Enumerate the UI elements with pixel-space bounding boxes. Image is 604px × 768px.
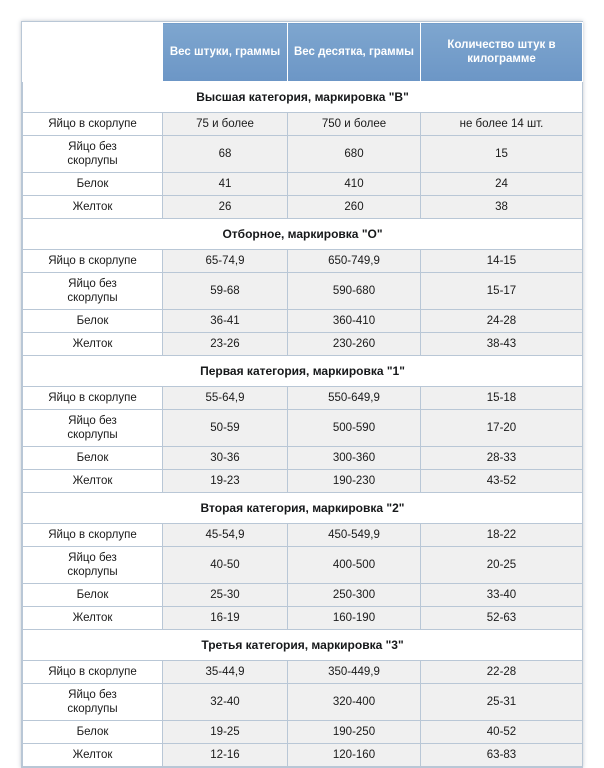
table-cell-count-per-kg: 38-43: [421, 333, 583, 356]
table-cell-count-per-kg: 20-25: [421, 547, 583, 584]
table-row-label: Яйцо в скорлупе: [23, 387, 163, 410]
table-row-label: Желток: [23, 333, 163, 356]
table-row: [23, 721, 583, 744]
table-row-label: Желток: [23, 470, 163, 493]
table-cell-piece-weight: 45-54,9: [163, 524, 288, 547]
table-cell-piece-weight: 19-25: [163, 721, 288, 744]
table-cell-dozen-weight: 160-190: [288, 607, 421, 630]
table-cell-count-per-kg: 15: [421, 136, 583, 173]
table-row-label: Яйцо в скорлупе: [23, 250, 163, 273]
table-row-label: Яйцо без скорлупы: [23, 136, 163, 173]
table-row: [23, 524, 583, 547]
table-cell-count-per-kg: 24-28: [421, 310, 583, 333]
table-header: [23, 23, 583, 82]
table-cell-dozen-weight: 750 и более: [288, 113, 421, 136]
table-row: [23, 684, 583, 721]
table-row: [23, 136, 583, 173]
table-group-row: [23, 630, 583, 661]
table-cell-dozen-weight: 190-230: [288, 470, 421, 493]
table-row: [23, 250, 583, 273]
table-cell-piece-weight: 59-68: [163, 273, 288, 310]
table-header-row: [23, 23, 583, 82]
table-row-label: Белок: [23, 173, 163, 196]
table-cell-dozen-weight: 230-260: [288, 333, 421, 356]
table-row-label: Белок: [23, 584, 163, 607]
table-cell-count-per-kg: 14-15: [421, 250, 583, 273]
table-group-title: Вторая категория, маркировка "2": [23, 493, 583, 524]
table-row-label: Белок: [23, 447, 163, 470]
table-row: [23, 661, 583, 684]
table-row: [23, 547, 583, 584]
table-cell-dozen-weight: 400-500: [288, 547, 421, 584]
table-cell-dozen-weight: 360-410: [288, 310, 421, 333]
table-row: [23, 447, 583, 470]
table-cell-piece-weight: 32-40: [163, 684, 288, 721]
table-cell-count-per-kg: 52-63: [421, 607, 583, 630]
table-cell-piece-weight: 41: [163, 173, 288, 196]
table-row-label: Яйцо в скорлупе: [23, 524, 163, 547]
table-cell-dozen-weight: 500-590: [288, 410, 421, 447]
table-header-cell-piece-weight: Вес штуки, граммы: [163, 23, 288, 82]
table-group-title: Высшая категория, маркировка "В": [23, 82, 583, 113]
table-cell-dozen-weight: 450-549,9: [288, 524, 421, 547]
table-cell-count-per-kg: 18-22: [421, 524, 583, 547]
table-cell-piece-weight: 26: [163, 196, 288, 219]
table-cell-count-per-kg: 15-18: [421, 387, 583, 410]
table-row: [23, 607, 583, 630]
table-group-row: [23, 493, 583, 524]
table-group-row: [23, 219, 583, 250]
table-row-label: Белок: [23, 310, 163, 333]
table-group-row: [23, 82, 583, 113]
table-header-cell-dozen-weight: Вес десятка, граммы: [288, 23, 421, 82]
table-row: [23, 273, 583, 310]
table-cell-count-per-kg: 33-40: [421, 584, 583, 607]
table-header-cell-count-per-kg: Количество штук в килограмме: [421, 23, 583, 82]
table-group-title: Отборное, маркировка "О": [23, 219, 583, 250]
table-row-label: Желток: [23, 744, 163, 767]
table-row: [23, 333, 583, 356]
table-cell-count-per-kg: 38: [421, 196, 583, 219]
table-cell-piece-weight: 55-64,9: [163, 387, 288, 410]
egg-weight-table: [22, 22, 583, 767]
table-row: [23, 196, 583, 219]
egg-weight-table-container: [21, 21, 583, 768]
table-cell-piece-weight: 25-30: [163, 584, 288, 607]
table-row: [23, 387, 583, 410]
table-cell-dozen-weight: 120-160: [288, 744, 421, 767]
table-row-label: Яйцо без скорлупы: [23, 410, 163, 447]
table-row-label: Белок: [23, 721, 163, 744]
table-row: [23, 310, 583, 333]
table-cell-dozen-weight: 300-360: [288, 447, 421, 470]
table-cell-piece-weight: 36-41: [163, 310, 288, 333]
table-row-label: Яйцо без скорлупы: [23, 684, 163, 721]
table-cell-count-per-kg: 25-31: [421, 684, 583, 721]
table-row: [23, 410, 583, 447]
table-row-label: Яйцо без скорлупы: [23, 547, 163, 584]
table-header-cell-corner: [23, 23, 163, 82]
table-group-row: [23, 356, 583, 387]
table-cell-piece-weight: 68: [163, 136, 288, 173]
table-group-title: Третья категория, маркировка "3": [23, 630, 583, 661]
table-cell-count-per-kg: не более 14 шт.: [421, 113, 583, 136]
table-cell-dozen-weight: 550-649,9: [288, 387, 421, 410]
table-row-label: Яйцо в скорлупе: [23, 113, 163, 136]
table-cell-dozen-weight: 250-300: [288, 584, 421, 607]
table-cell-piece-weight: 50-59: [163, 410, 288, 447]
table-cell-piece-weight: 30-36: [163, 447, 288, 470]
table-cell-dozen-weight: 260: [288, 196, 421, 219]
table-cell-count-per-kg: 43-52: [421, 470, 583, 493]
table-cell-piece-weight: 65-74,9: [163, 250, 288, 273]
table-row: [23, 744, 583, 767]
table-row-label: Желток: [23, 607, 163, 630]
table-row-label: Яйцо в скорлупе: [23, 661, 163, 684]
table-cell-dozen-weight: 320-400: [288, 684, 421, 721]
table-cell-piece-weight: 40-50: [163, 547, 288, 584]
table-row: [23, 584, 583, 607]
table-cell-dozen-weight: 190-250: [288, 721, 421, 744]
table-cell-dozen-weight: 590-680: [288, 273, 421, 310]
table-cell-piece-weight: 19-23: [163, 470, 288, 493]
table-cell-count-per-kg: 24: [421, 173, 583, 196]
table-row-label: Яйцо без скорлупы: [23, 273, 163, 310]
table-row: [23, 113, 583, 136]
table-body: [23, 82, 583, 767]
table-cell-count-per-kg: 40-52: [421, 721, 583, 744]
table-cell-piece-weight: 23-26: [163, 333, 288, 356]
table-cell-count-per-kg: 28-33: [421, 447, 583, 470]
table-cell-count-per-kg: 63-83: [421, 744, 583, 767]
table-group-title: Первая категория, маркировка "1": [23, 356, 583, 387]
table-row-label: Желток: [23, 196, 163, 219]
table-cell-piece-weight: 16-19: [163, 607, 288, 630]
table-cell-piece-weight: 75 и более: [163, 113, 288, 136]
table-row: [23, 173, 583, 196]
table-cell-count-per-kg: 22-28: [421, 661, 583, 684]
table-cell-piece-weight: 12-16: [163, 744, 288, 767]
table-row: [23, 470, 583, 493]
table-cell-count-per-kg: 15-17: [421, 273, 583, 310]
table-cell-piece-weight: 35-44,9: [163, 661, 288, 684]
table-cell-dozen-weight: 650-749,9: [288, 250, 421, 273]
table-cell-dozen-weight: 350-449,9: [288, 661, 421, 684]
table-cell-dozen-weight: 410: [288, 173, 421, 196]
table-cell-count-per-kg: 17-20: [421, 410, 583, 447]
table-cell-dozen-weight: 680: [288, 136, 421, 173]
